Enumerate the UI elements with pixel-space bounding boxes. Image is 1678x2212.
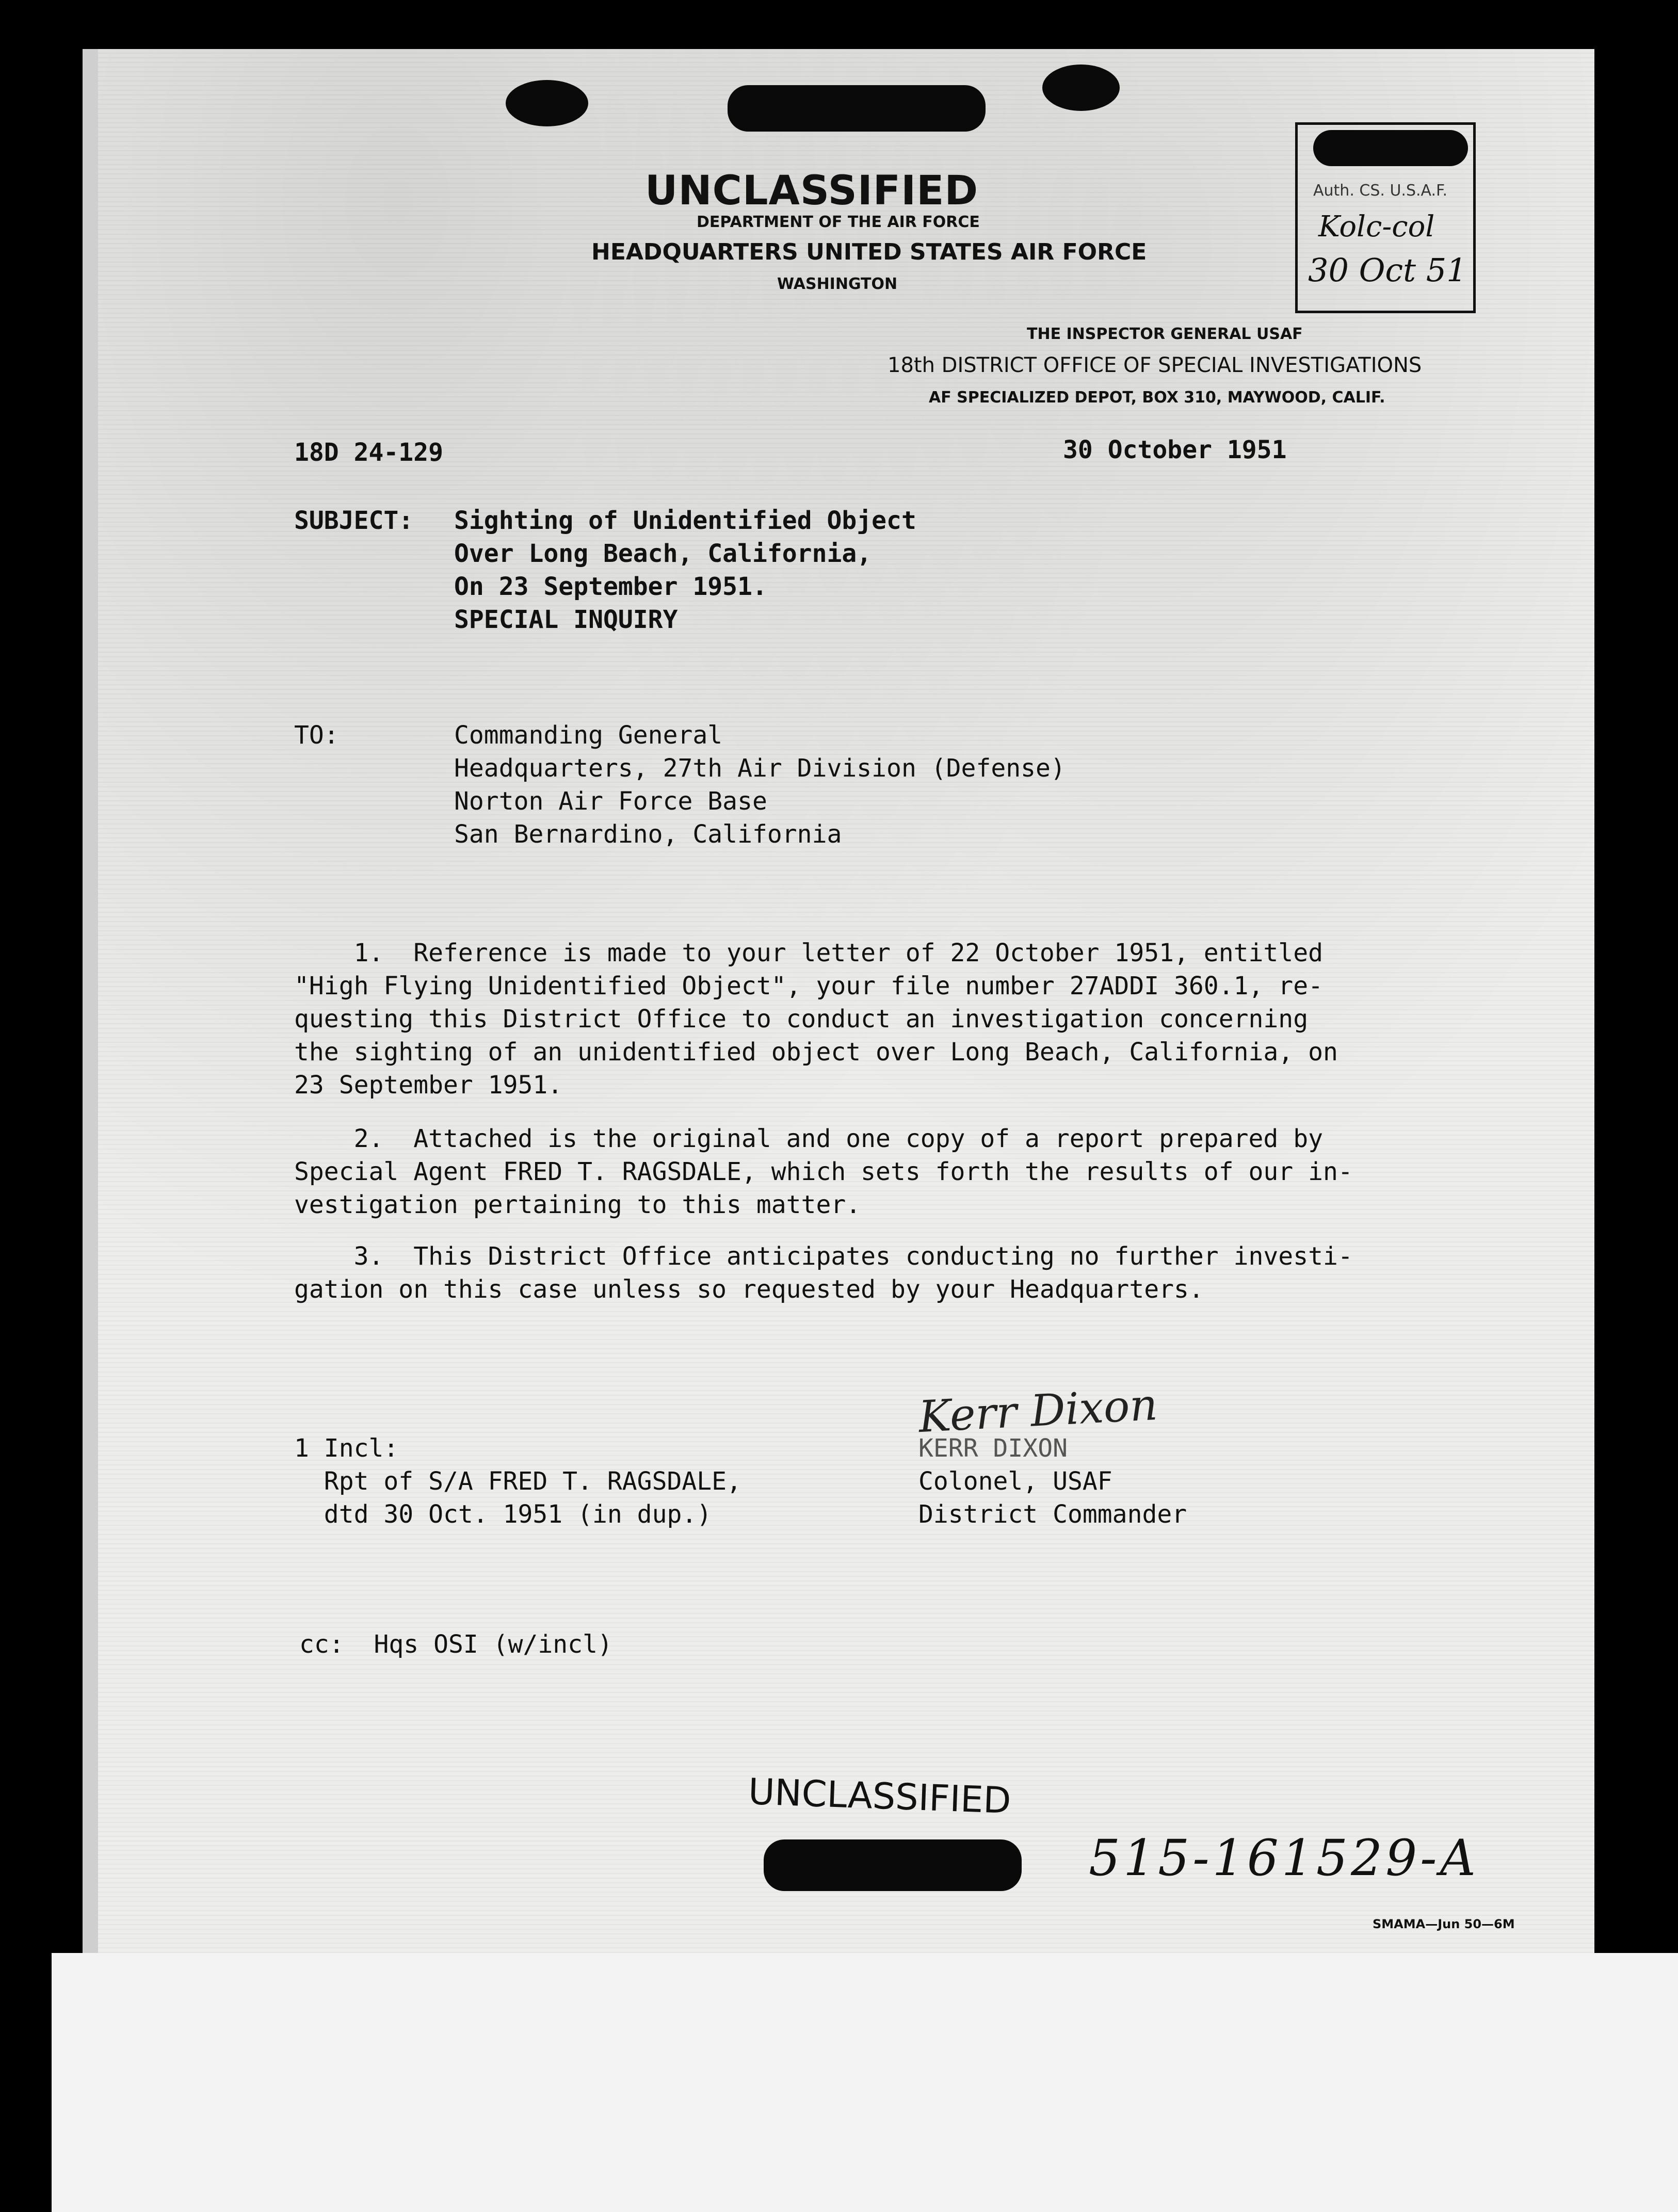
inclosure-line: dtd 30 Oct. 1951 (in dup.) [294, 1500, 712, 1529]
classification-bottom: UNCLASSIFIED [747, 1770, 1012, 1822]
subject-line: On 23 September 1951. [454, 572, 767, 601]
office-line-3: AF SPECIALIZED DEPOT, BOX 310, MAYWOOD, CALIF. [929, 389, 1385, 407]
to-label: TO: [294, 721, 339, 750]
paragraph-line: the sighting of an unidentified object over Long Beach, California, on [294, 1038, 1338, 1067]
signer-title: District Commander [918, 1500, 1187, 1529]
redaction-top-right [1042, 64, 1120, 111]
signature-block [918, 1432, 1187, 1531]
redaction-bottom [764, 1839, 1022, 1891]
inclosure-line: Rpt of S/A FRED T. RAGSDALE, [294, 1467, 741, 1496]
inclosure-line: 1 Incl: [294, 1434, 399, 1463]
classification-top: UNCLASSIFIED [645, 168, 979, 214]
subject-block [454, 504, 916, 636]
authorization-stamp [1295, 122, 1476, 313]
addressee-line: San Bernardino, California [454, 820, 842, 849]
letter-date: 30 October 1951 [1063, 435, 1287, 464]
addressee-line: Norton Air Force Base [454, 787, 767, 816]
subject-line: SPECIAL INQUIRY [454, 605, 678, 634]
form-mark: SMAMA—Jun 50—6M [1373, 1917, 1515, 1931]
addressee-block [454, 719, 1066, 851]
office-line-1: THE INSPECTOR GENERAL USAF [1027, 325, 1303, 343]
paragraph-line: "High Flying Unidentified Object", your file number 27ADDI 360.1, re- [294, 972, 1323, 1000]
paragraph-line: 3. This District Office anticipates conducting no further investi- [294, 1242, 1353, 1271]
subject-line: Over Long Beach, California, [454, 539, 872, 568]
city-line: WASHINGTON [777, 275, 898, 293]
office-line-2: 18th DISTRICT OFFICE OF SPECIAL INVESTIGATIONS [888, 353, 1422, 377]
stamp-redaction [1313, 130, 1468, 166]
file-number: 18D 24-129 [294, 438, 443, 467]
paragraph-line: questing this District Office to conduct an investigation concerning [294, 1005, 1309, 1034]
department-line: DEPARTMENT OF THE AIR FORCE [697, 213, 980, 231]
subject-label: SUBJECT: [294, 506, 414, 535]
handwritten-file-number: 515-161529-A [1089, 1829, 1479, 1887]
signer-rank: Colonel, USAF [918, 1467, 1112, 1496]
subject-line: Sighting of Unidentified Object [454, 506, 916, 535]
stamp-auth-line: Auth. CS. U.S.A.F. [1313, 182, 1448, 200]
headquarters-line: HEADQUARTERS UNITED STATES AIR FORCE [591, 239, 1147, 265]
stamp-date: 30 Oct 51 [1308, 251, 1467, 289]
handwritten-signature: Kerr Dixon [917, 1379, 1159, 1443]
redaction-top-left [506, 80, 588, 126]
paragraph-line: vestigation pertaining to this matter. [294, 1190, 861, 1219]
paragraph-line: 2. Attached is the original and one copy of a report prepared by [294, 1124, 1323, 1153]
paragraph-3 [294, 1240, 1353, 1306]
redaction-top-center [728, 85, 986, 132]
addressee-line: Headquarters, 27th Air Division (Defense) [454, 754, 1066, 783]
paragraph-line: gation on this case unless so requested by your Headquarters. [294, 1275, 1204, 1304]
scan-margin [52, 1953, 1678, 2212]
paragraph-line: 1. Reference is made to your letter of 22 October 1951, entitled [294, 939, 1323, 967]
stamp-initials: Kolc-col [1318, 210, 1435, 244]
inclosure-block [294, 1432, 741, 1531]
signer-name: KERR DIXON [918, 1434, 1068, 1463]
paragraph-line: 23 September 1951. [294, 1071, 563, 1100]
paragraph-1 [294, 937, 1338, 1102]
carbon-copy: cc: Hqs OSI (w/incl) [299, 1630, 612, 1659]
document-page [98, 49, 1594, 1953]
paragraph-line: Special Agent FRED T. RAGSDALE, which sets forth the results of our in- [294, 1157, 1353, 1186]
paragraph-2 [294, 1122, 1353, 1221]
addressee-line: Commanding General [454, 721, 723, 750]
